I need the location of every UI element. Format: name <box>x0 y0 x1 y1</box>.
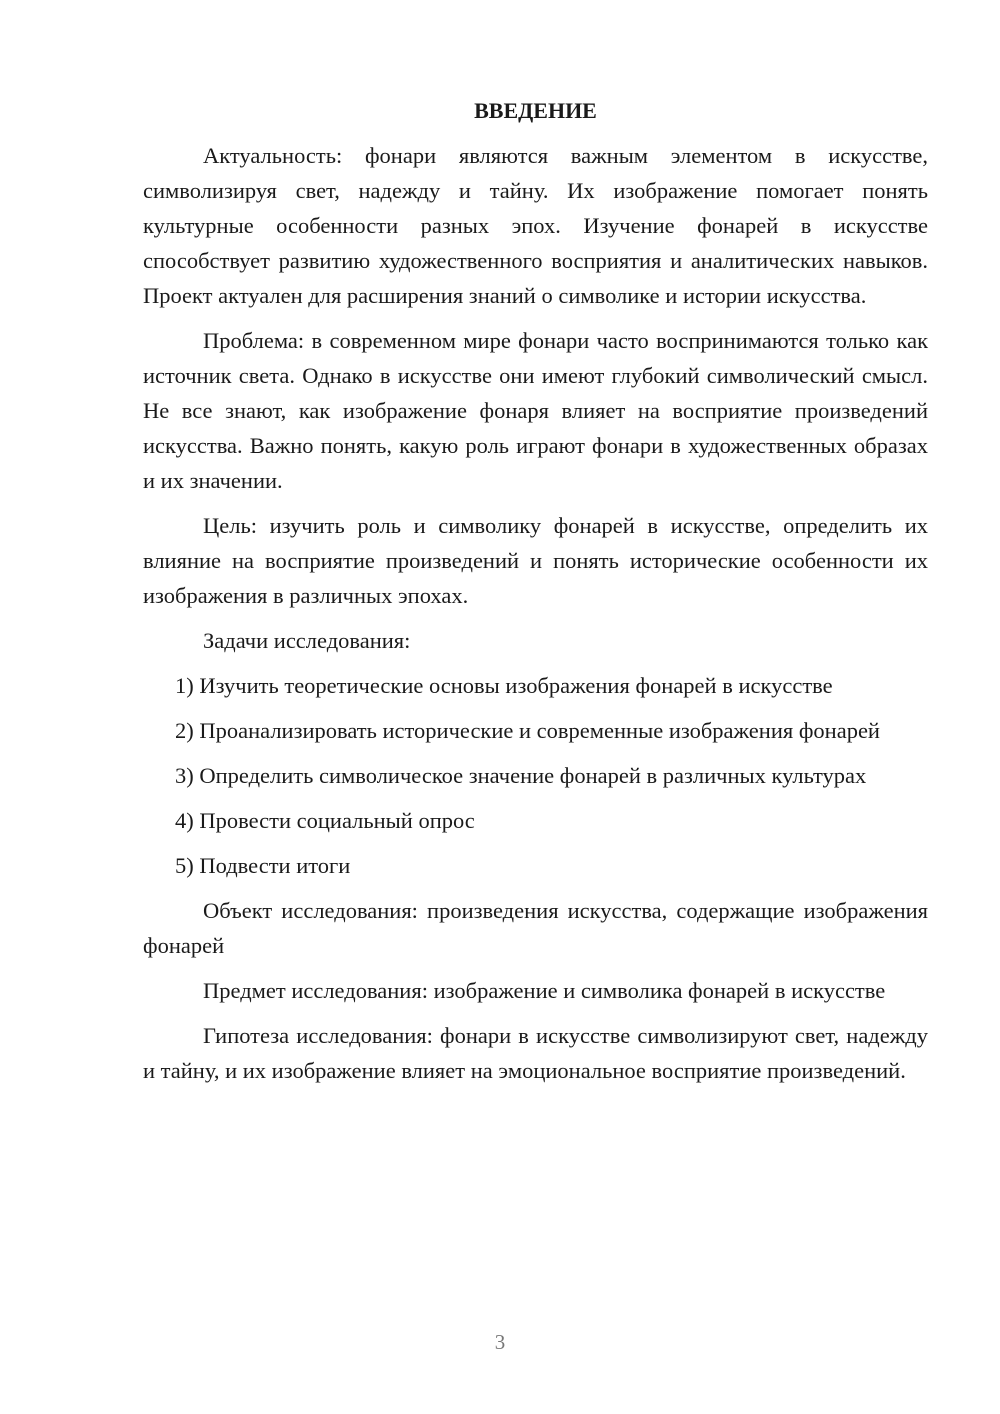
subject-paragraph: Предмет исследования: изображение и символика фонарей в искусстве <box>203 978 886 1003</box>
task-item-1: 1) Изучить теоретические основы изображения фонарей в искусстве <box>175 673 833 698</box>
hypothesis-paragraph: Гипотеза исследования: фонари в искусстве символизируют свет, надежду и тайну, и их изображение влияет на эмоциональное восприятие произведений. <box>143 1023 928 1083</box>
document-page <box>143 94 928 1098</box>
section-title: ВВЕДЕНИЕ <box>474 98 597 123</box>
task-item-5: 5) Подвести итоги <box>175 853 351 878</box>
task-item-4: 4) Провести социальный опрос <box>175 808 475 833</box>
relevance-paragraph: Актуальность: фонари являются важным элементом в искусстве, символизируя свет, надежду и тайну. Их изображение помогает понять культурные особенности разных эпох. Изучение фонарей в искусстве способствует развитию художественного восприятия и аналитических навыков. Проект актуален для расширения знаний о символике и истории искусства. <box>143 143 928 308</box>
page-number: 3 <box>494 1330 506 1354</box>
task-item-2: 2) Проанализировать исторические и современные изображения фонарей <box>175 718 880 743</box>
tasks-heading: Задачи исследования: <box>203 628 411 653</box>
problem-paragraph: Проблема: в современном мире фонари часто воспринимаются только как источник света. Однако в искусстве они имеют глубокий символический смысл. Не все знают, как изображение фонаря влияет на восприятие произведений искусства. Важно понять, какую роль играют фонари в художественных образах и их значении. <box>143 328 928 493</box>
object-paragraph: Объект исследования: произведения искусства, содержащие изображения фонарей <box>143 898 928 958</box>
goal-paragraph: Цель: изучить роль и символику фонарей в искусстве, определить их влияние на восприятие произведений и понять исторические особенности их изображения в различных эпохах. <box>143 513 928 608</box>
task-item-3: 3) Определить символическое значение фонарей в различных культурах <box>175 763 867 788</box>
